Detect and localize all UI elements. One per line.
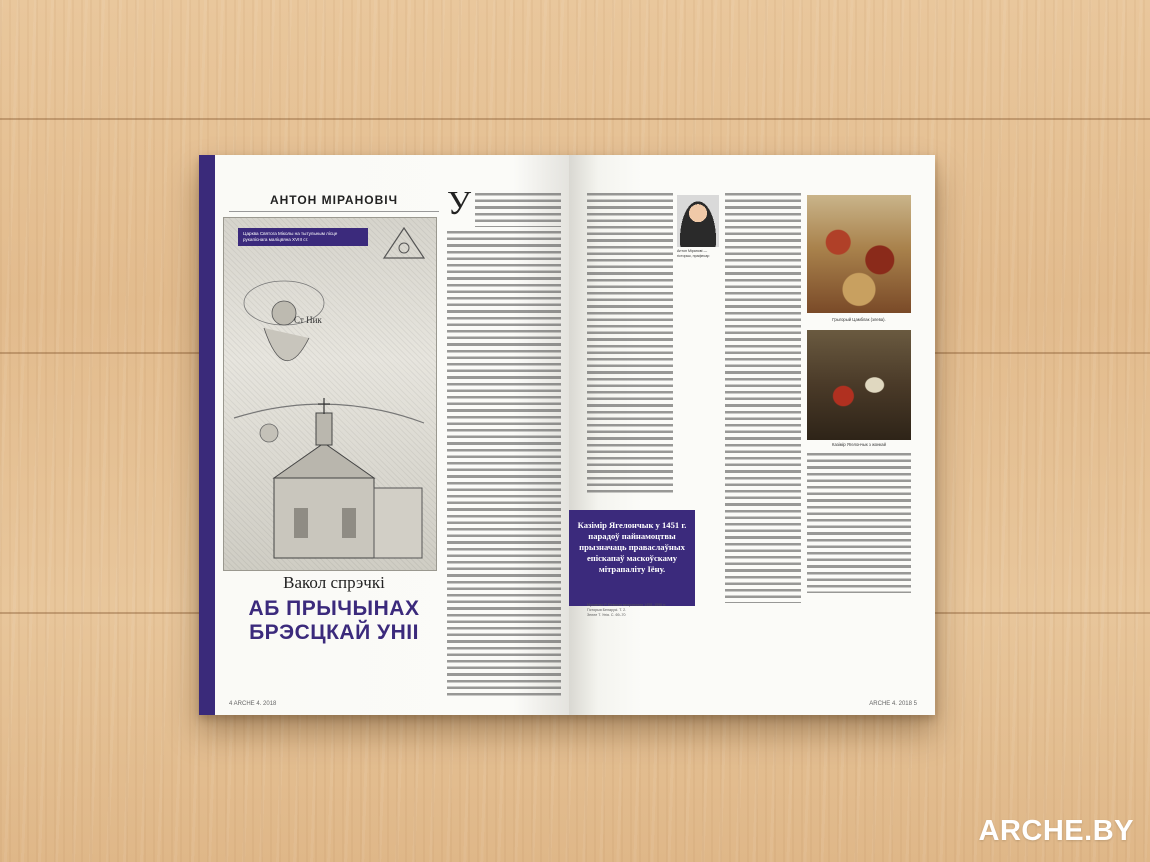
svg-text:Ст Ник: Ст Ник [294,315,322,325]
author-name: АНТОН МІРАНОВІЧ [269,193,399,207]
article-title-block [229,573,439,645]
left-page [199,155,569,715]
author-portrait [677,195,719,247]
page-edge-band [199,155,215,715]
church-engraving-image [223,217,437,571]
body-text-column-3 [807,453,911,593]
footnote: Мусиенко Р. Кiевская митрополия 1458–1596 гг. [587,603,667,607]
body-text-column-top [475,193,561,227]
engraving-art [224,218,436,570]
painting-2-caption: Казімір Ягелончык з жонкай [832,442,886,447]
drop-cap: У [447,185,472,222]
right-folio: ARCHE 4. 2018 5 [869,701,917,707]
historical-painting-2 [807,330,911,440]
site-watermark: ARCHE.BY [978,815,1134,847]
author-divider [229,211,439,212]
article-kicker: Вакол спрэчкі [283,573,385,592]
footnote: Зелле Т. Унія. С. 69–70 [587,613,626,617]
body-text-column [447,231,561,699]
pull-quote: Казімір Ягелончык у 1451 г. парадоў пайнамоцтвы прызначаць праваслаўных епіскапаў маскоўскаму мітрапаліту Іёну. [569,510,695,606]
right-page [569,155,935,715]
painting-1-caption: Грыгорый Цамблак (злева). [832,317,886,322]
wood-plank-seam [0,118,1150,120]
historical-painting-1 [807,195,911,313]
left-folio: 4 ARCHE 4. 2018 [229,701,277,707]
open-magazine [199,155,935,715]
headline-line-2: БРЭСЦКАЙ УНІІ [249,621,419,644]
headline-line-1: АБ ПРЫЧЫНАХ [248,597,420,620]
footnote: Гiсторыя Беларусi. Т. 2. [587,608,627,612]
image-caption-box: Царква Святога Міколы на тытульным лісце рукапіснага маліцвяна XVIII ст. [238,228,368,246]
footnotes [587,603,935,618]
body-text-column-1 [587,193,673,493]
portrait-caption: Антон Міранові — гісторык, прафесар [677,249,710,258]
body-text-column-2 [725,193,801,603]
